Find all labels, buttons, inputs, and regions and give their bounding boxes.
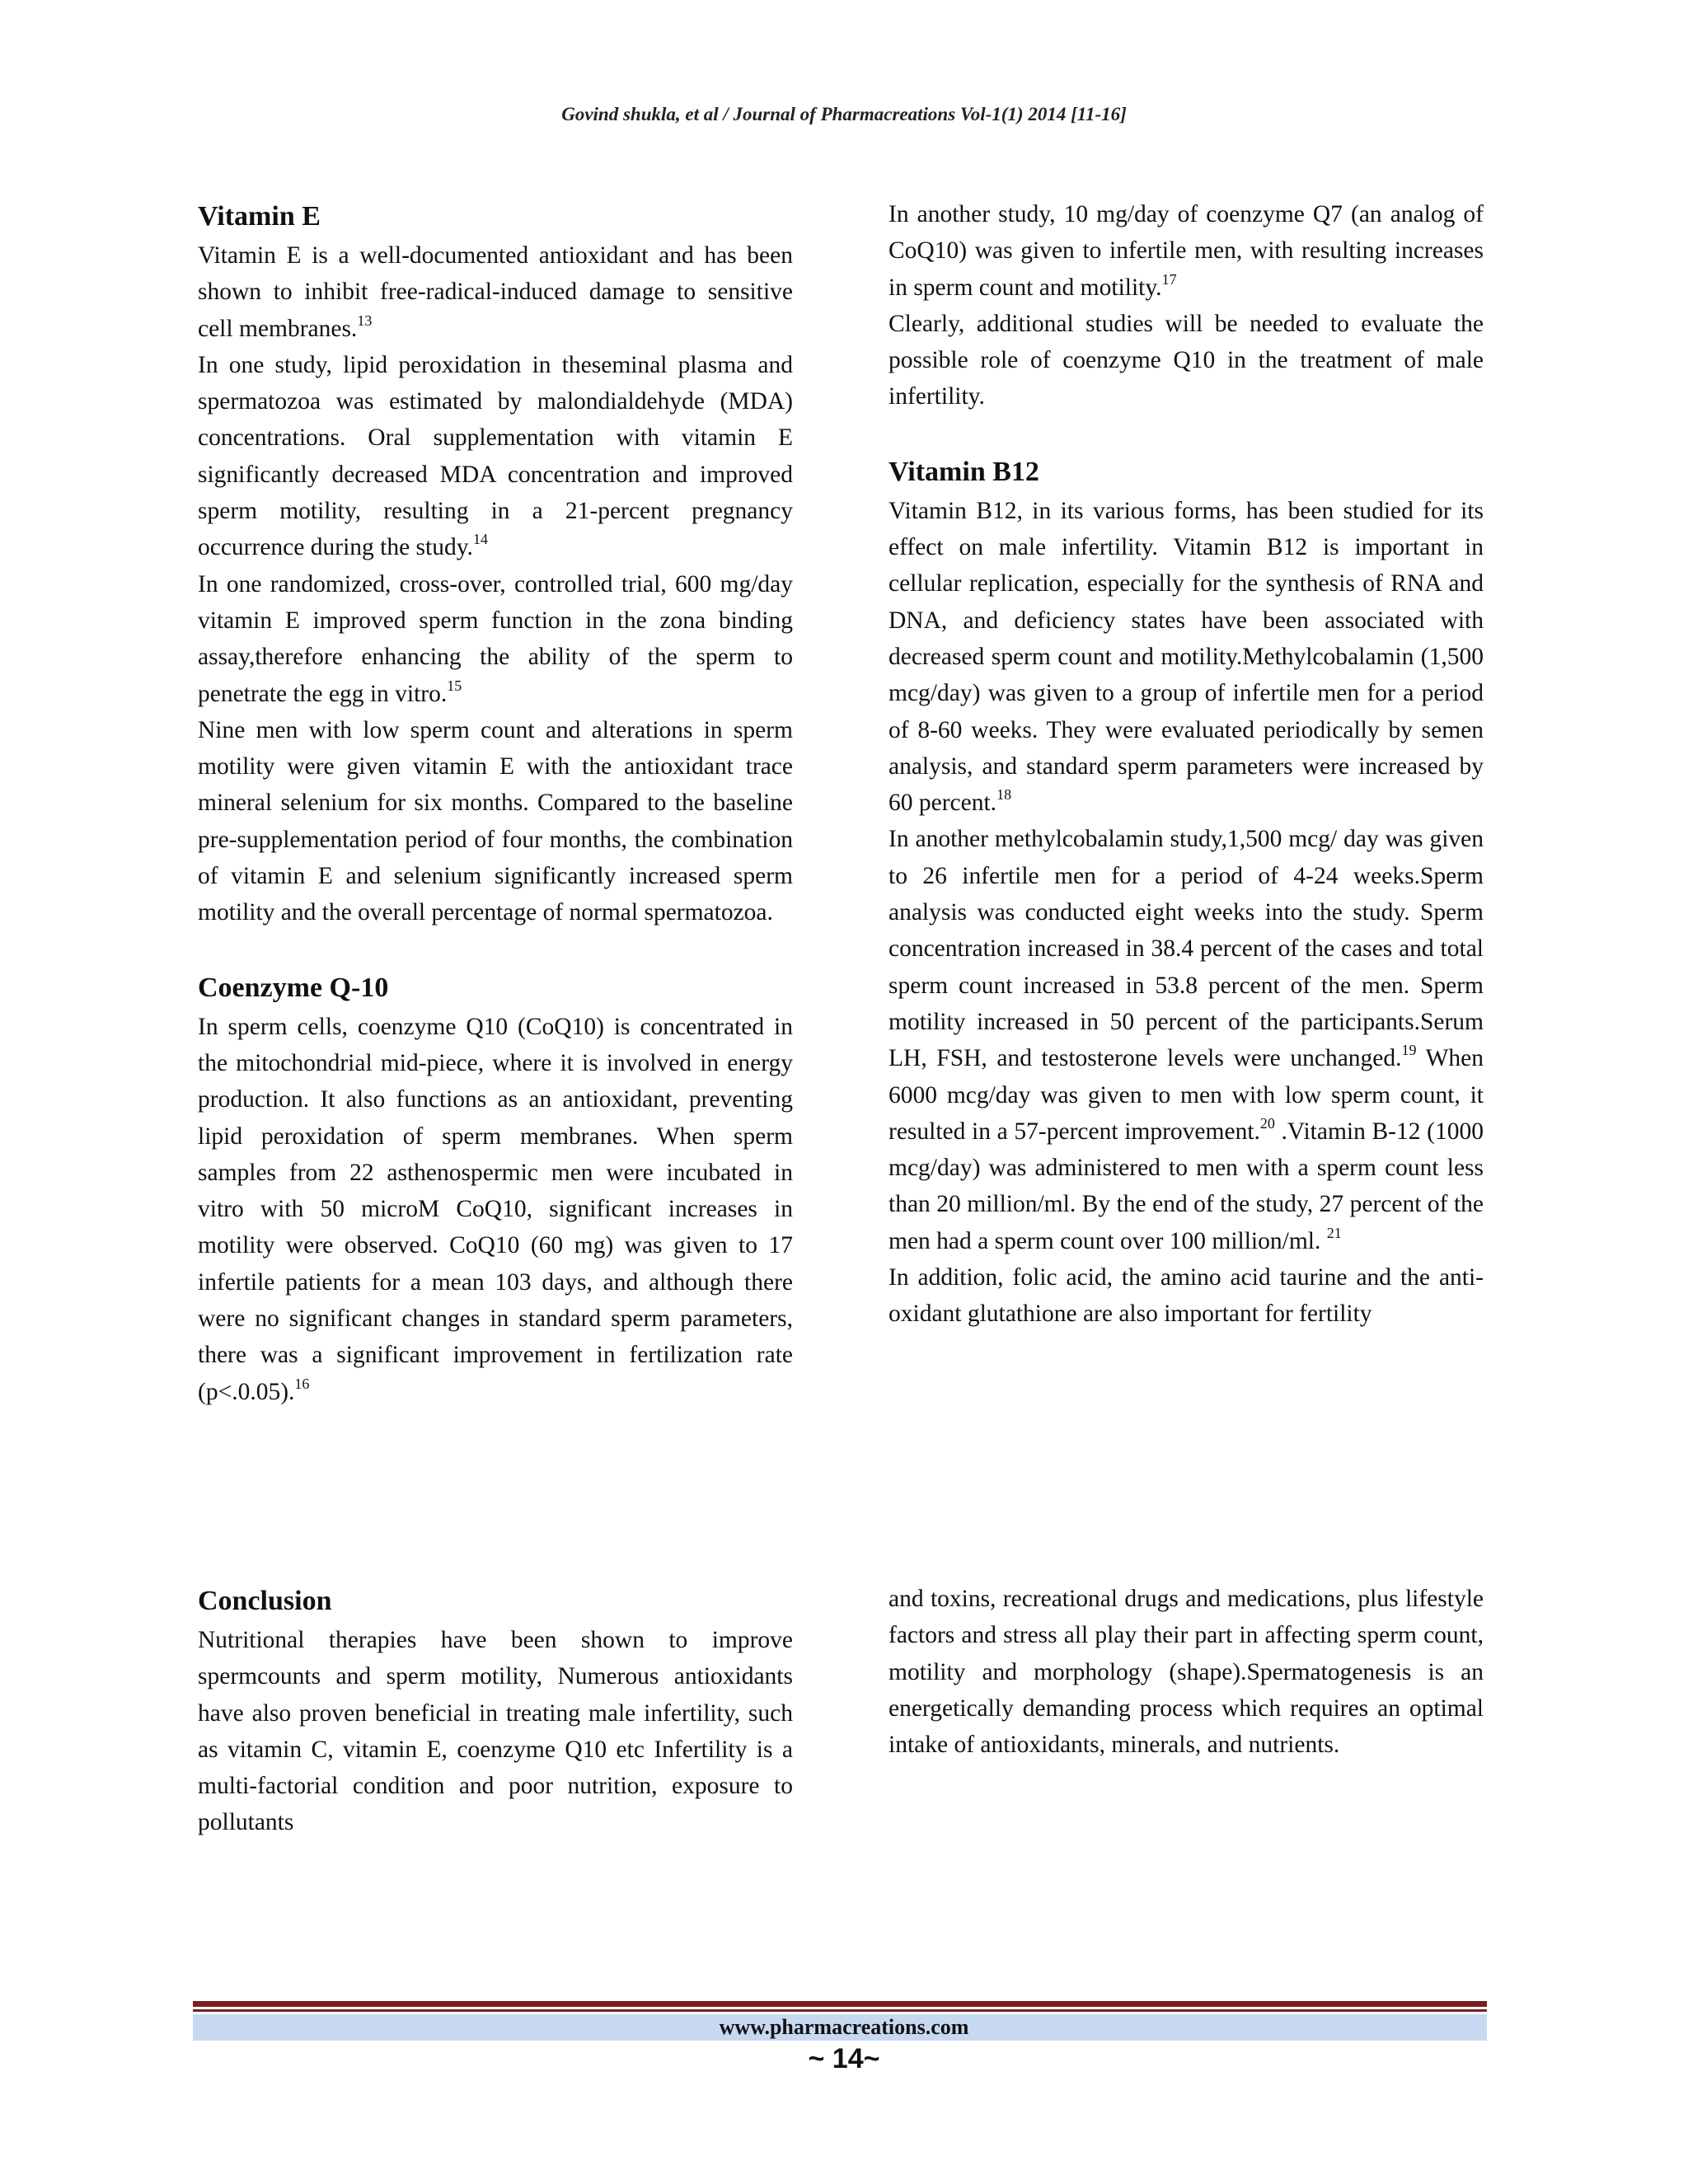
footer-rule-thin — [193, 2009, 1487, 2012]
reference-19: 19 — [1401, 1042, 1417, 1059]
vitamin-b12-p2a-text: In another methylcobalamin study,1,500 mcg/ day was given to 26 infertile men for a period of 4-24 weeks.Sperm analysis was conducted eight weeks into the study. Sperm concentration increased in 38.4 percent of the cases and total sperm count increased in 53.8 percent of the men. Sperm motility increased in 50 percent of the participants.Serum LH, FSH, and testosterone levels were unchanged. — [889, 826, 1484, 1072]
footer-rule-thick — [193, 2001, 1487, 2007]
coq10-p1-text: In sperm cells, coenzyme Q10 (CoQ10) is concentrated in the mitochondrial mid-piece, where it is involved in energy production. It also functions as an antioxidant, preventing lipid peroxidation of sperm membranes. When sperm samples from 22 asthenospermic men were incubated in vitro with 50 microM CoQ10, significant increases in motility were observed. CoQ10 (60 mg) was given to 17 infertile patients for a mean 103 days, and although there were no significant changes in standard sperm parameters, there was a significant improvement in fertilization rate (p<.0.05). — [198, 1013, 793, 1405]
vitamin-b12-p1-text: Vitamin B12, in its various forms, has been studied for its effect on male infertility. Vitamin B12 is important in cellular replication, especially for the synthesis of RNA and DNA, and deficiency states have been associated with decreased sperm count and motility.Methylcobalamin (1,500 mcg/day) was given to a group of infertile men for a period of 8-60 weeks. They were evaluated periodically by semen analysis, and standard sperm parameters were increased by 60 percent. — [889, 497, 1484, 817]
vitamin-e-p1-text: Vitamin E is a well-documented antioxidant and has been shown to inhibit free-radical-induced damage to sensitive cell membranes. — [198, 242, 793, 342]
coq10-paragraph-2 — [889, 196, 1484, 306]
vitamin-e-paragraph-3 — [198, 566, 793, 712]
vitamin-b12-p2c-text: .Vitamin B-12 (1000 mcg/day) was administered to men with a sperm count less than 20 million/ml. By the end of the study, 27 percent of the men had a sperm count over 100 million/ml. — [889, 1118, 1484, 1254]
vitamin-b12-paragraph-1 — [889, 493, 1484, 822]
reference-21: 21 — [1326, 1224, 1342, 1241]
page-number: ~ 14~ — [808, 2043, 880, 2074]
conclusion-left-text: Nutritional therapies have been shown to improve spermcounts and sperm motility, Numerous antioxidants have also proven beneficial in treating male infertility, such as vitamin C, vitamin E, coenzyme Q10 etc Infertility is a multi-factorial condition and poor nutrition, exposure to pollutants — [198, 1627, 793, 1836]
vitamin-e-paragraph-2 — [198, 347, 793, 566]
reference-17: 17 — [1161, 270, 1177, 288]
conclusion-left-column — [198, 1581, 793, 1841]
vitamin-e-paragraph-4: Nine men with low sperm count and alterations in sperm motility were given vitamin E with the antioxidant trace mineral selenium for six months. Compared to the baseline pre-supplementation period of four months, the combination of vitamin E and selenium significantly increased sperm motility and the overall percentage of normal spermatozoa. — [198, 716, 793, 926]
upper-left-column — [198, 196, 793, 1410]
upper-right-column — [889, 196, 1484, 1333]
coq10-p2-text: In another study, 10 mg/day of coenzyme Q7 (an analog of CoQ10) was given to infertile men, with resulting increases in sperm count and motility. — [889, 201, 1484, 301]
vitamin-e-p3-text: In one randomized, cross-over, controlled trial, 600 mg/day vitamin E improved sperm function in the zona binding assay,therefore enhancing the ability of the sperm to penetrate the egg in vitro. — [198, 570, 793, 707]
vitamin-b12-p2b-text: When 6000 mcg/day was given to men with low sperm count, it resulted in a 57-percent improvement. — [889, 1045, 1484, 1145]
footer-url[interactable]: www.pharmacreations.com — [719, 2015, 969, 2039]
reference-20: 20 — [1259, 1114, 1275, 1132]
conclusion-heading: Conclusion — [198, 1586, 332, 1616]
reference-15: 15 — [447, 677, 462, 694]
reference-16: 16 — [294, 1375, 310, 1392]
conclusion-right-text: and toxins, recreational drugs and medications, plus lifestyle factors and stress all play their part in affecting sperm count, motility and morphology (shape).Spermatogenesis is an energetically demanding process which requires an optimal intake of antioxidants, minerals, and nutrients. — [889, 1586, 1484, 1759]
vitamin-e-p2-text: In one study, lipid peroxidation in theseminal plasma and spermatozoa was estimated by malondialdehyde (MDA) concentrations. Oral supplementation with vitamin E significantly decreased MDA concentration and improved sperm motility, resulting in a 21-percent pregnancy occurrence during the study. — [198, 351, 793, 561]
running-head: Govind shukla, et al / Journal of Pharmacreations Vol-1(1) 2014 [11-16] — [561, 104, 1127, 124]
vitamin-b12-heading: Vitamin B12 — [889, 456, 1039, 487]
vitamin-e-paragraph-1 — [198, 237, 793, 347]
reference-14: 14 — [472, 531, 488, 548]
vitamin-e-heading: Vitamin E — [198, 201, 321, 232]
coq10-paragraph-3: Clearly, additional studies will be needed to evaluate the possible role of coenzyme Q10 in the treatment of male infertility. — [889, 310, 1484, 410]
vitamin-b12-paragraph-3: In addition, folic acid, the amino acid taurine and the anti-oxidant glutathione are also important for fertility — [889, 1264, 1484, 1328]
vitamin-b12-paragraph-2 — [889, 821, 1484, 1259]
reference-13: 13 — [357, 312, 373, 329]
reference-18: 18 — [996, 786, 1012, 804]
coq10-heading: Coenzyme Q-10 — [198, 972, 389, 1003]
conclusion-right-column — [889, 1581, 1484, 1763]
coq10-paragraph-1 — [198, 1009, 793, 1410]
